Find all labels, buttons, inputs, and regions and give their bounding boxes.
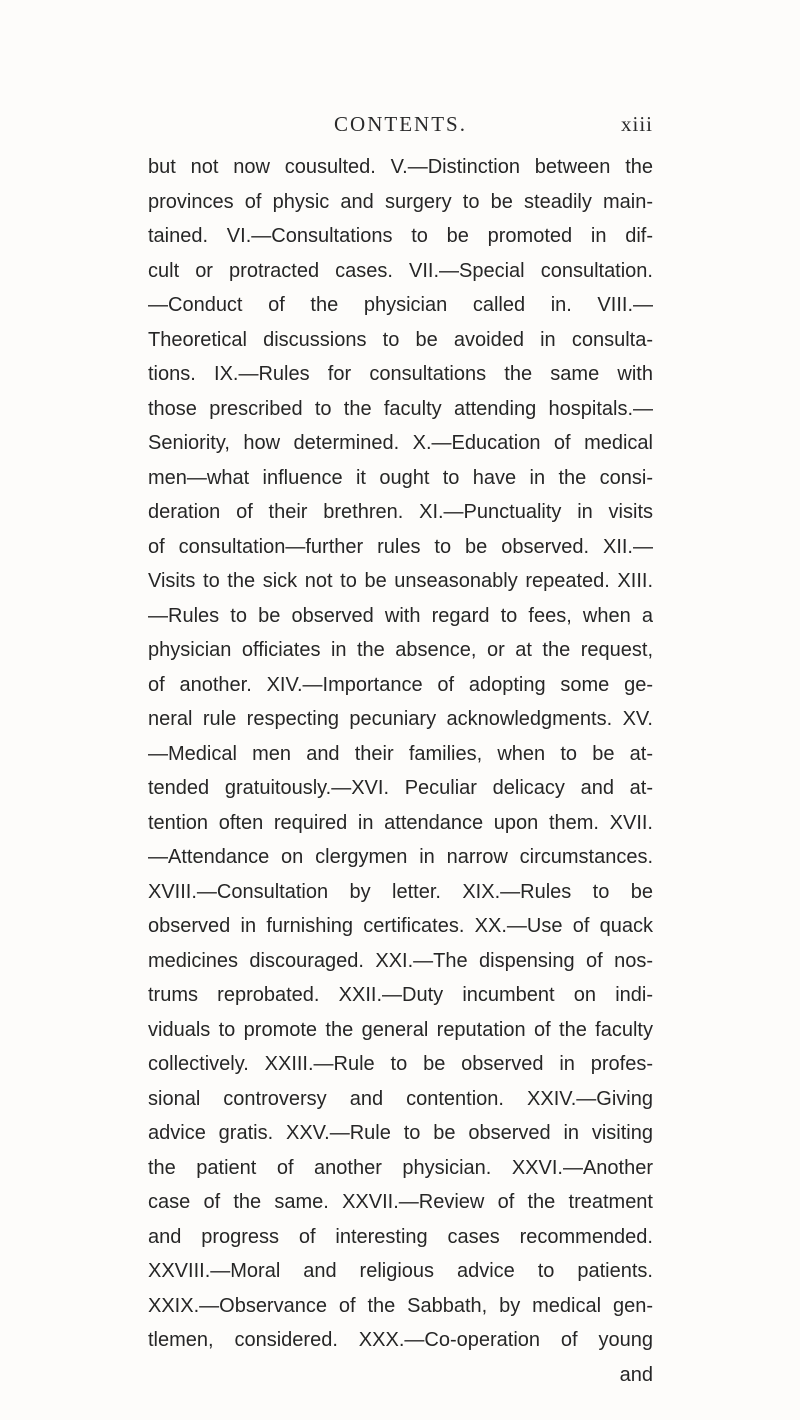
text-line: and progress of interesting cases recommended. <box>148 1225 653 1248</box>
text-line: of consultation—further rules to be observed. XII.— <box>148 535 653 558</box>
text-line: tention often required in attendance upon them. XVII. <box>148 811 653 834</box>
text-line: XVIII.—Consultation by letter. XIX.—Rules to be <box>148 880 653 903</box>
text-line: Theoretical discussions to be avoided in consulta- <box>148 328 653 351</box>
text-line: men—what influence it ought to have in the consi- <box>148 466 653 489</box>
text-line: tions. IX.—Rules for consultations the same with <box>148 363 653 385</box>
text-line: neral rule respecting pecuniary acknowledgments. XV. <box>148 708 653 730</box>
text-line: provinces of physic and surgery to be steadily main- <box>148 190 653 213</box>
page-number: xiii <box>620 112 653 136</box>
text-line: Visits to the sick not to be unseasonably repeated. XIII. <box>148 570 653 592</box>
text-line: medicines discouraged. XXI.—The dispensing of nos- <box>148 949 653 972</box>
contents-text <box>148 150 653 1392</box>
text-line: cult or protracted cases. VII.—Special consultation. <box>148 259 653 282</box>
text-line: deration of their brethren. XI.—Punctuality in visits <box>148 501 653 523</box>
text-line: collectively. XXIII.—Rule to be observed in profes- <box>148 1053 653 1075</box>
text-line: XXVIII.—Moral and religious advice to patients. <box>148 1260 653 1282</box>
text-line: tained. VI.—Consultations to be promoted in dif- <box>148 225 653 247</box>
text-line: —Conduct of the physician called in. VIII.— <box>148 294 653 316</box>
text-line: tlemen, considered. XXX.—Co-operation of young <box>148 1329 653 1351</box>
text-line: —Attendance on clergymen in narrow circumstances. <box>148 846 653 868</box>
text-line: of another. XIV.—Importance of adopting some ge- <box>148 673 653 696</box>
text-line: tended gratuitously.—XVI. Peculiar delicacy and at- <box>148 777 653 799</box>
header-title: CONTENTS. <box>334 112 467 136</box>
text-line: the patient of another physician. XXVI.—Another <box>148 1156 653 1179</box>
text-line: but not now cousulted. V.—Distinction between the <box>148 156 653 178</box>
catchword: and <box>619 1363 653 1386</box>
text-line: —Medical men and their families, when to be at- <box>148 742 653 765</box>
text-line: —Rules to be observed with regard to fees, when a <box>148 604 653 627</box>
text-line: case of the same. XXVII.—Review of the treatment <box>148 1191 653 1213</box>
text-line: those prescribed to the faculty attending hospitals.— <box>148 397 653 420</box>
text-line: observed in furnishing certificates. XX.—Use of quack <box>148 915 653 937</box>
text-line: sional controversy and contention. XXIV.—Giving <box>148 1087 653 1110</box>
text-line: viduals to promote the general reputation of the faculty <box>148 1018 653 1041</box>
text-line: advice gratis. XXV.—Rule to be observed in visiting <box>148 1122 653 1144</box>
text-line: physician officiates in the absence, or at the request, <box>148 639 653 661</box>
running-header <box>148 112 653 142</box>
text-line: trums reprobated. XXII.—Duty incumbent on indi- <box>148 984 653 1006</box>
text-line: XXIX.—Observance of the Sabbath, by medical gen- <box>148 1294 653 1317</box>
text-line: Seniority, how determined. X.—Education of medical <box>148 432 653 454</box>
